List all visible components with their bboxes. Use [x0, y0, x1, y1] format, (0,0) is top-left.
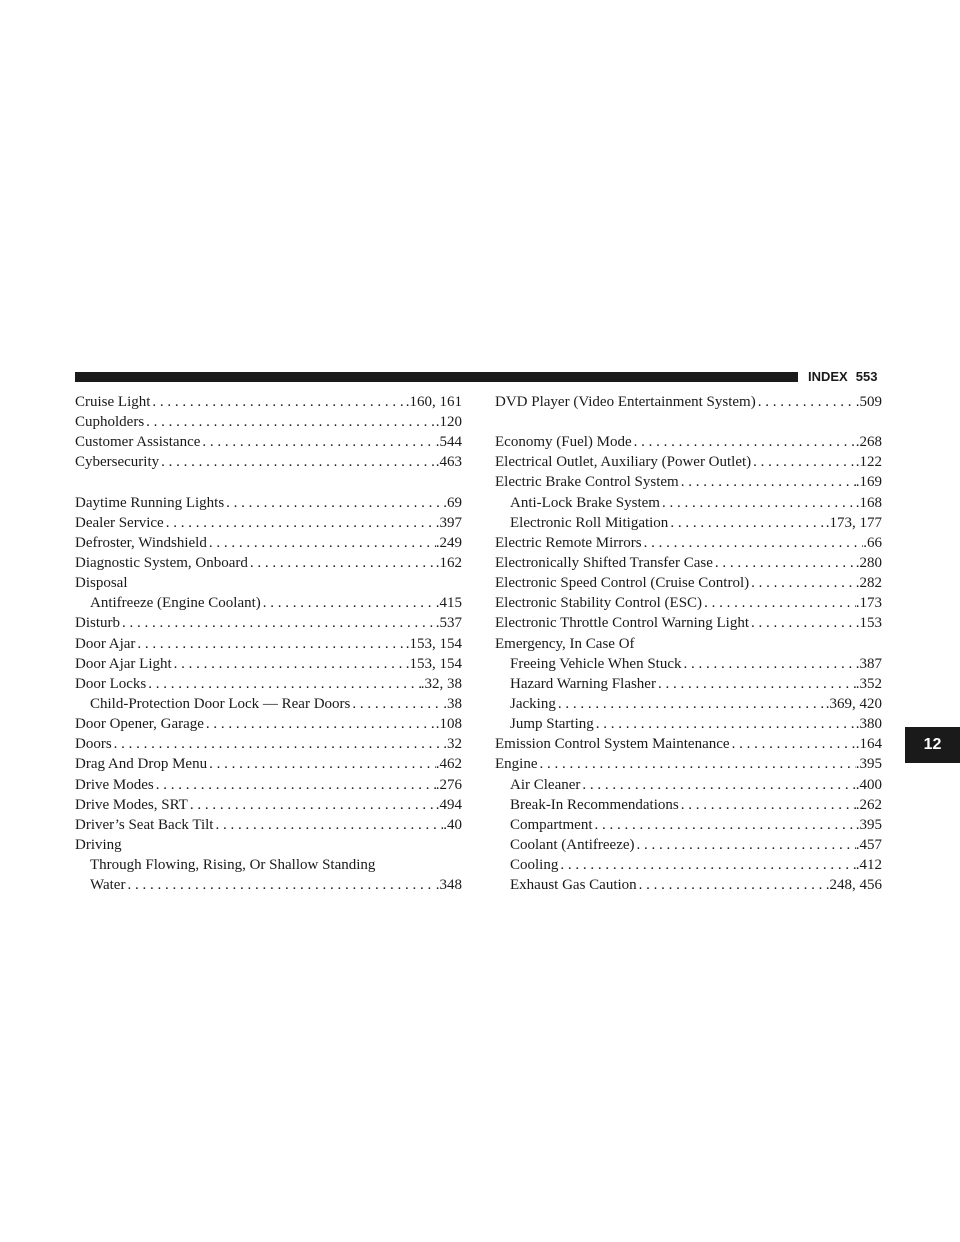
entry-term: Customer Assistance: [75, 434, 201, 451]
dot-leader: [558, 855, 855, 875]
header-rule: [75, 372, 798, 382]
entry-term: Doors: [75, 736, 112, 753]
entry-term: Electronic Throttle Control Warning Light: [495, 615, 750, 632]
dot-leader: [749, 573, 856, 593]
dot-leader: [207, 533, 436, 553]
entry-pages[interactable]: .348: [435, 877, 462, 894]
index-subentry: [75, 694, 462, 714]
index-entry: [75, 674, 462, 694]
index-entry: [495, 634, 882, 654]
entry-pages[interactable]: .494: [435, 796, 462, 813]
dot-leader: [172, 654, 406, 674]
entry-term: Jacking: [510, 695, 556, 712]
entry-term: Economy (Fuel) Mode: [495, 434, 632, 451]
entry-term: Compartment: [510, 816, 593, 833]
index-subentry: [75, 855, 462, 875]
entry-term: Drag And Drop Menu: [75, 756, 208, 773]
index-subentry: [495, 795, 882, 815]
entry-term: Exhaust Gas Caution: [510, 877, 637, 894]
entry-pages[interactable]: .268: [855, 434, 882, 451]
dot-leader: [749, 613, 856, 633]
dot-leader: [730, 734, 856, 754]
entry-term: Disturb: [75, 615, 120, 632]
index-entry: [495, 553, 882, 573]
index-subentry: [495, 875, 882, 895]
entry-term: Electronic Speed Control (Cruise Control): [495, 575, 750, 592]
index-entry: [75, 533, 462, 553]
entry-pages[interactable]: .108: [435, 716, 462, 733]
index-entry: [495, 593, 882, 613]
entry-term: Electronic Stability Control (ESC): [495, 595, 703, 612]
dot-leader: [660, 493, 856, 513]
entry-pages[interactable]: .276: [435, 776, 462, 793]
dot-leader: [135, 634, 405, 654]
entry-pages[interactable]: .369, 420: [825, 695, 882, 712]
entry-term: Cooling: [510, 857, 559, 874]
entry-pages[interactable]: .280: [855, 554, 882, 571]
index-entry: [75, 754, 462, 774]
index-entry: [495, 533, 882, 553]
entry-term: Water: [90, 877, 126, 894]
entry-pages[interactable]: .153, 154: [405, 635, 462, 652]
entry-pages[interactable]: .122: [855, 454, 882, 471]
entry-term: Engine: [495, 756, 538, 773]
dot-leader: [538, 754, 856, 774]
index-entry: [75, 493, 462, 513]
dot-leader: [556, 694, 826, 714]
letter-group-gap: [495, 412, 882, 432]
index-entry: [75, 553, 462, 573]
entry-term: Child-Protection Door Lock — Rear Doors: [90, 695, 351, 712]
index-subentry: [495, 815, 882, 835]
entry-term: Emergency, In Case Of: [495, 635, 635, 652]
dot-leader: [150, 392, 405, 412]
dot-leader: [682, 654, 856, 674]
index-entry: [75, 452, 462, 472]
dot-leader: [188, 795, 436, 815]
index-entry: [75, 513, 462, 533]
entry-pages[interactable]: .395: [855, 816, 882, 833]
index-entry: [75, 795, 462, 815]
chapter-tab[interactable]: 12: [905, 727, 960, 763]
index-subentry: [495, 694, 882, 714]
entry-term: Dealer Service: [75, 514, 164, 531]
dot-leader: [580, 775, 855, 795]
entry-pages[interactable]: .415: [435, 595, 462, 612]
entry-term: Door Opener, Garage: [75, 716, 204, 733]
entry-term: Electric Brake Control System: [495, 474, 679, 491]
entry-pages[interactable]: .537: [435, 615, 462, 632]
index-subentry: [495, 775, 882, 795]
dot-leader: [144, 412, 436, 432]
entry-pages[interactable]: .462: [435, 756, 462, 773]
index-entry: [75, 573, 462, 593]
entry-pages[interactable]: .168: [855, 494, 882, 511]
index-subentry: [495, 654, 882, 674]
dot-leader: [632, 432, 856, 452]
dot-leader: [635, 835, 856, 855]
dot-leader: [637, 875, 826, 895]
entry-pages[interactable]: .352: [855, 675, 882, 692]
entry-term: Disposal: [75, 575, 128, 592]
section-title: INDEX: [808, 369, 848, 384]
entry-pages[interactable]: .169: [855, 474, 882, 491]
dot-leader: [751, 452, 856, 472]
entry-pages[interactable]: .412: [855, 857, 882, 874]
entry-term: Daytime Running Lights: [75, 494, 225, 511]
dot-leader: [154, 775, 436, 795]
entry-term: Drive Modes, SRT: [75, 796, 188, 813]
dot-leader: [350, 694, 443, 714]
dot-leader: [656, 674, 856, 694]
page-number: 553: [855, 369, 878, 384]
entry-term: Electronic Roll Mitigation: [510, 514, 669, 531]
index-entry: [75, 654, 462, 674]
entry-term: Hazard Warning Flasher: [510, 675, 656, 692]
entry-pages[interactable]: .66: [863, 534, 882, 551]
dot-leader: [593, 815, 856, 835]
entry-pages[interactable]: .544: [435, 434, 462, 451]
index-entry: [75, 734, 462, 754]
entry-term: Cruise Light: [75, 394, 151, 410]
entry-term: Door Ajar: [75, 635, 136, 652]
entry-term: Electronically Shifted Transfer Case: [495, 554, 713, 571]
dot-leader: [248, 553, 436, 573]
dot-leader: [146, 674, 421, 694]
dot-leader: [204, 714, 436, 734]
dot-leader: [713, 553, 856, 573]
entry-term: Door Locks: [75, 675, 147, 692]
entry-pages[interactable]: .380: [855, 716, 882, 733]
entry-pages[interactable]: .173: [855, 595, 882, 612]
entry-pages[interactable]: .120: [435, 414, 462, 431]
entry-pages[interactable]: .32, 38: [420, 675, 462, 692]
entry-term: Electric Remote Mirrors: [495, 534, 642, 551]
index-subentry: [495, 674, 882, 694]
index-subentry: [75, 593, 462, 613]
index-entry: [75, 432, 462, 452]
entry-pages[interactable]: .457: [855, 836, 882, 853]
index-entry: [495, 613, 882, 633]
entry-pages[interactable]: .249: [435, 534, 462, 551]
index-entry: [495, 432, 882, 452]
entry-term: Air Cleaner: [510, 776, 581, 793]
entry-term: Antifreeze (Engine Coolant): [90, 595, 261, 612]
index-entry: [495, 754, 882, 774]
entry-term: Cybersecurity: [75, 454, 160, 471]
dot-leader: [261, 593, 436, 613]
index-entry: [75, 835, 462, 855]
dot-leader: [224, 493, 443, 513]
dot-leader: [125, 875, 435, 895]
entry-term: Through Flowing, Rising, Or Shallow Standing: [90, 857, 376, 874]
dot-leader: [159, 452, 436, 472]
entry-term: Emission Control System Maintenance: [495, 736, 730, 753]
entry-term: Freeing Vehicle When Stuck: [510, 655, 682, 672]
index-entry: [495, 573, 882, 593]
dot-leader: [200, 432, 435, 452]
index-column-right: [495, 392, 882, 895]
dot-leader: [642, 533, 864, 553]
entry-term: Break-In Recommendations: [510, 796, 679, 813]
entry-term: Door Ajar Light: [75, 655, 172, 672]
entry-term: Electrical Outlet, Auxiliary (Power Outlet): [495, 454, 752, 471]
entry-pages[interactable]: .153: [855, 615, 882, 632]
dot-leader: [668, 513, 825, 533]
entry-pages[interactable]: .40: [443, 816, 462, 833]
index-entry: [75, 412, 462, 432]
entry-term: Jump Starting: [510, 716, 594, 733]
index-entry: [75, 714, 462, 734]
dot-leader: [112, 734, 444, 754]
entry-term: DVD Player (Video Entertainment System): [495, 394, 756, 410]
dot-leader: [164, 513, 436, 533]
entry-pages[interactable]: .397: [435, 514, 462, 531]
index-entry: [75, 815, 462, 835]
entry-pages[interactable]: .262: [855, 796, 882, 813]
index-subentry: [75, 875, 462, 895]
entry-pages[interactable]: .400: [855, 776, 882, 793]
index-entry: [75, 634, 462, 654]
entry-pages[interactable]: .153, 154: [405, 655, 462, 672]
entry-pages[interactable]: .160, 161: [405, 394, 462, 410]
entry-pages[interactable]: .162: [435, 554, 462, 571]
entry-term: Anti-Lock Brake System: [510, 494, 660, 511]
index-entry: [75, 775, 462, 795]
index-subentry: [495, 493, 882, 513]
index-entry: [75, 392, 462, 412]
entry-pages[interactable]: .248, 456: [825, 877, 882, 894]
index-subentry: [495, 513, 882, 533]
entry-term: Defroster, Windshield: [75, 534, 207, 551]
entry-term: Drive Modes: [75, 776, 154, 793]
index-column-left: [75, 392, 462, 895]
entry-term: Driver’s Seat Back Tilt: [75, 816, 214, 833]
index-entry: [75, 613, 462, 633]
entry-term: Cupholders: [75, 414, 145, 431]
index-entry: [495, 392, 882, 412]
entry-pages[interactable]: .32: [443, 736, 462, 753]
dot-leader: [756, 392, 856, 412]
dot-leader: [702, 593, 856, 613]
index-entry: [495, 472, 882, 492]
entry-pages[interactable]: .387: [855, 655, 882, 672]
letter-group-gap: [75, 473, 462, 493]
dot-leader: [594, 714, 856, 734]
entry-pages[interactable]: .173, 177: [825, 514, 882, 531]
entry-pages[interactable]: .69: [443, 494, 462, 511]
dot-leader: [207, 754, 436, 774]
dot-leader: [213, 815, 443, 835]
index-entry: [495, 452, 882, 472]
index-subentry: [495, 855, 882, 875]
entry-term: Diagnostic System, Onboard: [75, 554, 248, 571]
entry-pages[interactable]: .164: [855, 736, 882, 753]
entry-pages[interactable]: .395: [855, 756, 882, 773]
entry-pages[interactable]: .282: [855, 575, 882, 592]
index-subentry: [495, 835, 882, 855]
entry-term: Driving: [75, 836, 122, 853]
index-entry: [495, 734, 882, 754]
running-header: [808, 368, 894, 386]
entry-pages[interactable]: .463: [435, 454, 462, 471]
dot-leader: [679, 795, 856, 815]
entry-pages[interactable]: .38: [443, 695, 462, 712]
dot-leader: [120, 613, 436, 633]
dot-leader: [679, 472, 856, 492]
index-subentry: [495, 714, 882, 734]
entry-pages[interactable]: .509: [855, 394, 882, 410]
entry-term: Coolant (Antifreeze): [510, 836, 635, 853]
